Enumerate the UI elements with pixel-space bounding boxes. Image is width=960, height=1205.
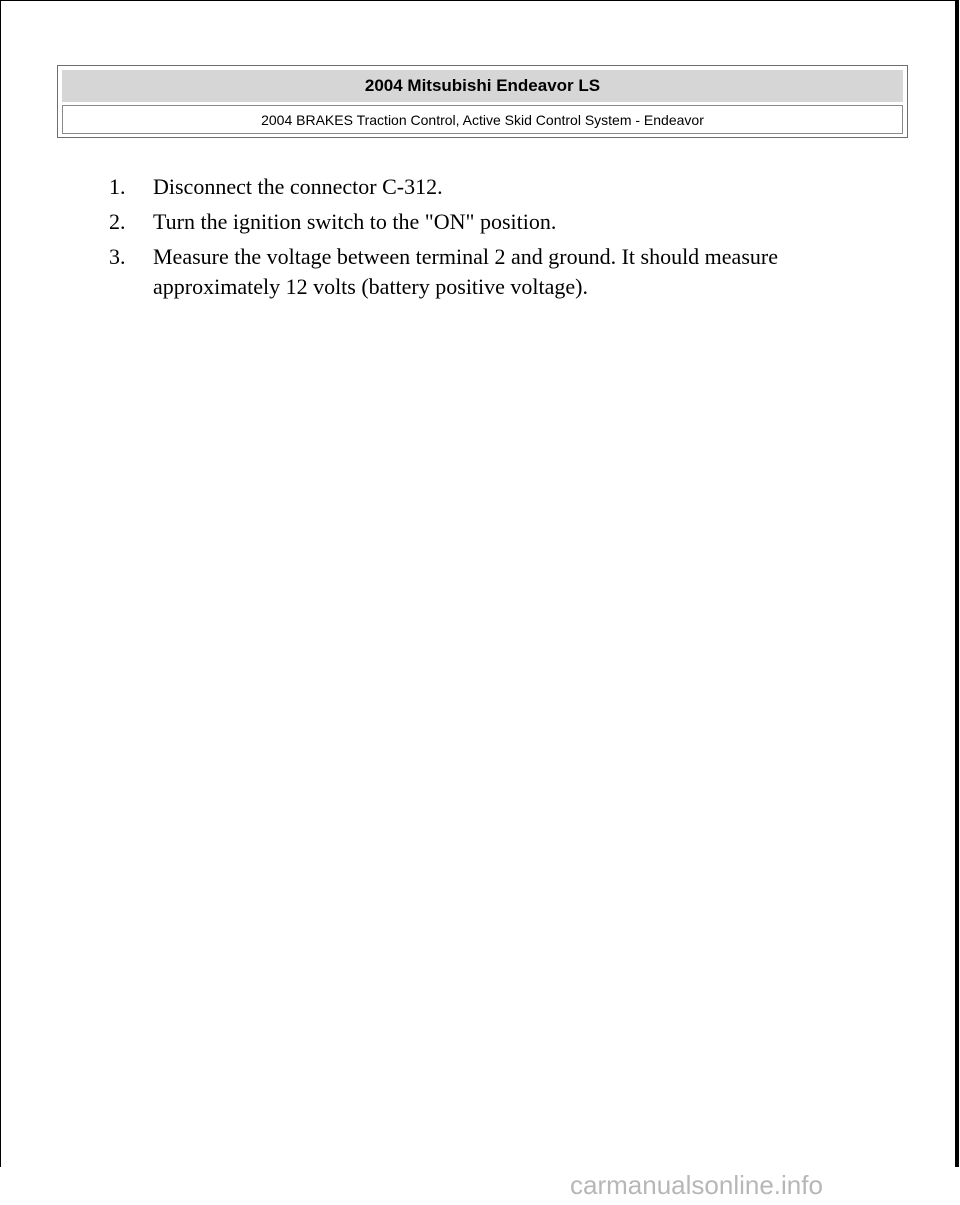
document-header xyxy=(57,65,908,138)
step-text: Measure the voltage between terminal 2 and ground. It should measure approximately 12 volts (battery positive voltage). xyxy=(153,244,778,299)
step-number: 2. xyxy=(109,209,126,234)
step-item xyxy=(109,172,889,202)
header-title-bar xyxy=(62,70,903,102)
procedure-steps xyxy=(109,172,889,307)
step-number: 1. xyxy=(109,174,126,199)
header-title: 2004 Mitsubishi Endeavor LS xyxy=(364,76,601,95)
site-watermark: carmanualsonline.info xyxy=(570,1170,823,1200)
step-text: Disconnect the connector C-312. xyxy=(153,174,443,199)
step-item xyxy=(109,207,889,237)
step-item xyxy=(109,242,889,302)
step-number: 3. xyxy=(109,244,126,269)
header-subtitle-bar xyxy=(62,105,903,134)
step-text: Turn the ignition switch to the "ON" position. xyxy=(153,209,557,234)
header-subtitle: 2004 BRAKES Traction Control, Active Skid Control System - Endeavor xyxy=(261,111,704,128)
